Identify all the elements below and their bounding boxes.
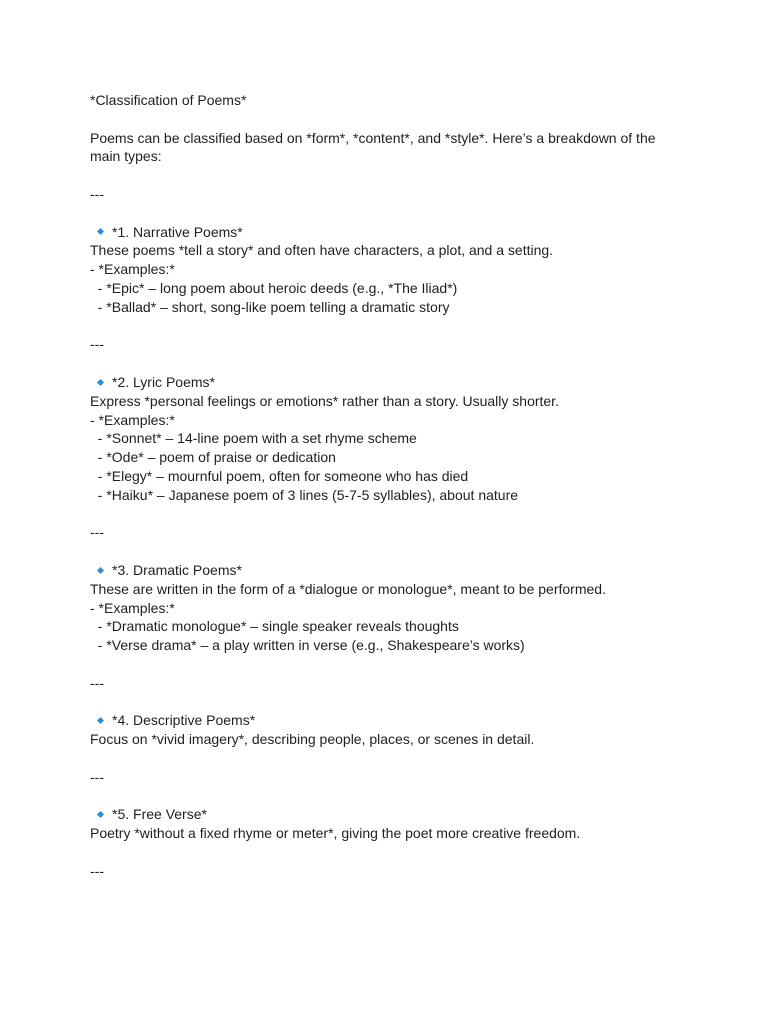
spacer bbox=[90, 166, 690, 185]
spacer bbox=[90, 749, 690, 768]
section-heading bbox=[90, 561, 690, 580]
section bbox=[90, 223, 690, 373]
blue-diamond-icon bbox=[97, 811, 104, 818]
intro-text: Poems can be classified based on *form*, *content*, and *style*. Here’s a breakdown of the bbox=[90, 129, 656, 146]
section-text-line: - *Examples:* bbox=[90, 411, 175, 428]
separator: --- bbox=[90, 185, 104, 202]
blue-diamond-icon bbox=[97, 379, 104, 386]
blue-diamond-icon bbox=[97, 228, 104, 235]
section-text-line: Express *personal feelings or emotions* rather than a story. Usually shorter. bbox=[90, 392, 559, 409]
section-text-line: Focus on *vivid imagery*, describing people, places, or scenes in detail. bbox=[90, 731, 535, 748]
section-heading-text: *5. Free Verse* bbox=[112, 806, 207, 823]
section-text-line: - *Verse drama* – a play written in verse (e.g., Shakespeare’s works) bbox=[90, 637, 525, 654]
section-heading bbox=[90, 805, 690, 824]
spacer bbox=[90, 786, 690, 805]
section-text-line: - *Examples:* bbox=[90, 261, 175, 278]
section-text-line: - *Examples:* bbox=[90, 599, 175, 616]
document-title: *Classification of Poems* bbox=[90, 92, 247, 108]
section-heading bbox=[90, 711, 690, 730]
spacer bbox=[90, 843, 690, 862]
blue-diamond-icon bbox=[97, 567, 104, 574]
spacer bbox=[90, 693, 690, 712]
section-text-line: - *Ballad* – short, song-like poem telling a dramatic story bbox=[90, 298, 450, 315]
section-heading-text: *3. Dramatic Poems* bbox=[112, 561, 242, 578]
section-text-line: - *Epic* – long poem about heroic deeds (e.g., *The Iliad*) bbox=[90, 279, 458, 296]
section-text-line: - *Haiku* – Japanese poem of 3 lines (5-7-5 syllables), about nature bbox=[90, 486, 519, 503]
spacer bbox=[90, 110, 690, 129]
section-heading-text: *2. Lyric Poems* bbox=[112, 373, 215, 390]
spacer bbox=[90, 655, 690, 674]
separator: --- bbox=[90, 336, 104, 353]
section-text-line: - *Sonnet* – 14-line poem with a set rhyme scheme bbox=[90, 430, 417, 447]
separator: --- bbox=[90, 524, 104, 541]
section-text-line: These poems *tell a story* and often have characters, a plot, and a setting. bbox=[90, 242, 554, 259]
section bbox=[90, 805, 690, 880]
separator: --- bbox=[90, 862, 104, 879]
section-heading-text: *1. Narrative Poems* bbox=[112, 223, 243, 240]
section-heading bbox=[90, 223, 690, 242]
separator: --- bbox=[90, 674, 104, 691]
sections-container bbox=[90, 223, 690, 881]
intro-text-continued: main types: bbox=[90, 148, 162, 165]
section-text-line: - *Elegy* – mournful poem, often for someone who has died bbox=[90, 467, 469, 484]
section bbox=[90, 711, 690, 805]
section-text-line: - *Ode* – poem of praise or dedication bbox=[90, 449, 336, 466]
section-text-line: - *Dramatic monologue* – single speaker reveals thoughts bbox=[90, 618, 459, 635]
spacer bbox=[90, 204, 690, 223]
separator: --- bbox=[90, 768, 104, 785]
blue-diamond-icon bbox=[97, 717, 104, 724]
spacer bbox=[90, 542, 690, 561]
section-text-line: These are written in the form of a *dialogue or monologue*, meant to be performed. bbox=[90, 580, 606, 597]
spacer bbox=[90, 354, 690, 373]
section bbox=[90, 373, 690, 561]
section-heading bbox=[90, 373, 690, 392]
section-text-line: Poetry *without a fixed rhyme or meter*, giving the poet more creative freedom. bbox=[90, 825, 581, 842]
spacer bbox=[90, 317, 690, 336]
document-body bbox=[90, 91, 690, 880]
section-heading-text: *4. Descriptive Poems* bbox=[112, 712, 256, 729]
spacer bbox=[90, 505, 690, 524]
section bbox=[90, 561, 690, 711]
